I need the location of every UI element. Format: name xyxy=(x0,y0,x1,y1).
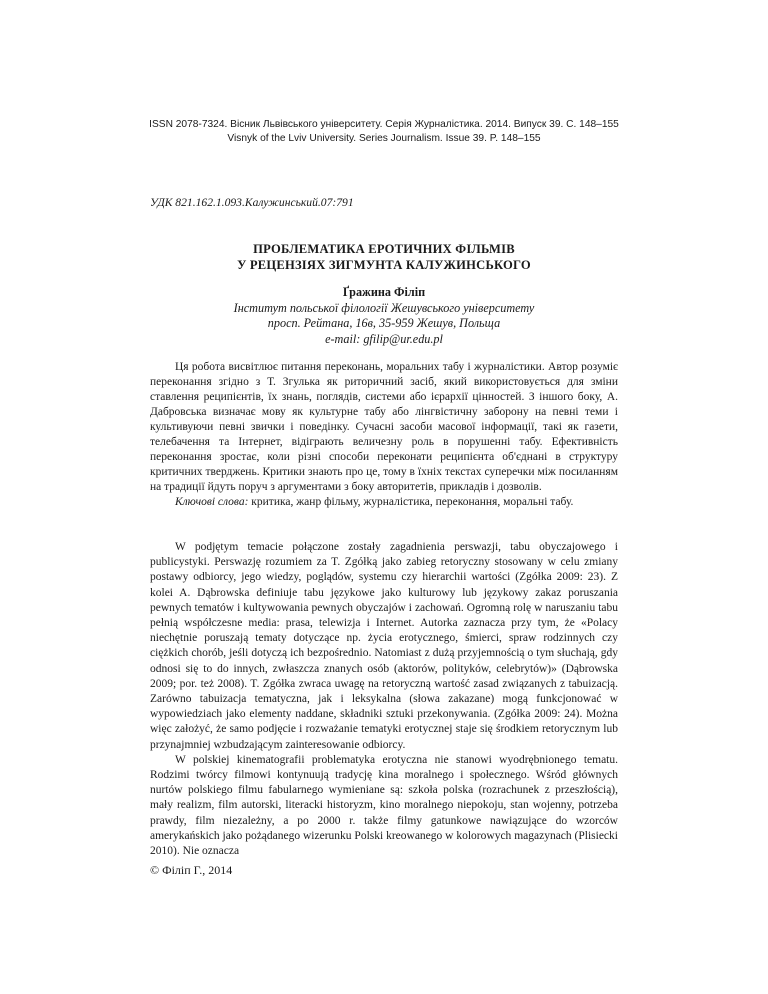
author-affiliation: Інститут польської філології Жешувського університету xyxy=(233,300,535,315)
body-paragraph-2: W polskiej kinematografii problematyka erotyczna nie stanowi wyodrębnionego tematu. Rodzimi twórcy filmowi kontynuują tradycję kina moralnego i społecznego. Wśród głównych nurtów polskiego filmu fabularnego wymieniane są: szkoła polska (rozrachunek z przeszłością), mały realizm, film autorski, literacki historyzm, kino moralnego niepokoju, stan wojenny, potrzeba prawdy, film niezależny, a po 2000 r. także filmy gatunkowe nawiązujące do wzorców amerykańskich jako pożądanego wizerunku Polski kreowanego w kolorowych magazynach (Plisiecki 2010). Nie oznacza xyxy=(150,753,618,858)
article-title-line-2: У РЕЦЕНЗІЯХ ЗИГМУНТА КАЛУЖИНСЬКОГО xyxy=(237,258,531,272)
article-title xyxy=(0,241,768,273)
keywords xyxy=(150,495,618,510)
author-name: Ґражина Філіп xyxy=(342,285,426,299)
keywords-list: критика, жанр фільму, журналістика, переконання, моральні табу. xyxy=(248,496,574,508)
journal-header-ukrainian: ISSN 2078-7324. Вісник Львівського університету. Серія Журналістика. 2014. Випуск 39. С. 148–155 xyxy=(149,119,619,130)
journal-header-english: Visnyk of the Lviv University. Series Journalism. Issue 39. P. 148–155 xyxy=(227,133,541,144)
author-email: e-mail: gfilip@ur.edu.pl xyxy=(325,331,443,346)
journal-header xyxy=(0,118,768,146)
abstract xyxy=(150,360,618,510)
article-body xyxy=(150,540,618,859)
abstract-text: Ця робота висвітлює питання переконань, моральних табу і журналістики. Автор розуміє переконання згідно з Т. Згулька як риторичний засіб, який використовується для зміни ставлення реципієнтів, їх знань, поглядів, системи або ієрархії цінностей. З іншого боку, А. Дабровська визначає мову як культурне табу або лінгвістичну заборону на певні теми і культивуючи певні звички і поведінку. Сучасні засоби масової інформації, такі як газети, телебачення та Інтернет, відіграють величезну роль в порушенні табу. Ефективність переконання зростає, коли різні способи переконати реципієнта об'єднані в структуру критичних тверджень. Критики знають про це, тому в їхніх текстах суперечки між посиланням на традиції йдуть поруч з аргументами з боку авторитетів, прикладів і дозволів. xyxy=(150,361,618,493)
author-block xyxy=(0,285,768,347)
keywords-label: Ключові слова: xyxy=(175,496,249,508)
article-title-line-1: ПРОБЛЕМАТИКА ЕРОТИЧНИХ ФІЛЬМІВ xyxy=(253,242,515,256)
body-paragraph-1: W podjętym temacie połączone zostały zagadnienia perswazji, tabu obyczajowego i publicystyki. Perswazję rozumiem za T. Zgółką jako zabieg retoryczny stosowany w celu zmiany postawy odbiorcy, jego wiedzy, poglądów, systemu czy hierarchii wartości (Zgółka 2009: 23). Z kolei A. Dąbrowska definiuje tabu językowe jako kulturowy lub językowy zakaz poruszania pewnych tematów i kultywowania pewnych obyczajów i zachowań. Ogromną rolę w naruszaniu tabu pełnią współczesne media: prasa, telewizja i Internet. Autorka zaznacza przy tym, że «Polacy niechętnie poruszają tematy dotyczące np. życia erotycznego, śmierci, spraw rodzinnych czy ciężkich chorób, jeśli dotyczą ich bezpośrednio. Natomiast z dużą przyjemnością o tym słuchają, gdy odnosi się to do innych, zwłaszcza znanych osób (aktorów, polityków, celebrytów)» (Dąbrowska 2009; por. też 2008). T. Zgółka zwraca uwagę na retoryczną wartość zasad związanych z tabuizacją. Zarówno tabuizacja tematyczna, jak i leksykalna (słowa zakazane) mogą funkcjonować w wypowiedziach jako elementy naddane, składniki sztuki przekonywania. (Zgółka 2009: 24). Można więc założyć, że samo podjęcie i rozważanie tematyki erotycznej staje się środkiem retorycznym lub przynajmniej wzbudzającym zainteresowanie odbiorcy. xyxy=(150,541,618,751)
udk-code: УДК 821.162.1.093.Калужинський.07:791 xyxy=(150,196,354,209)
author-address: просп. Рейтана, 16в, 35-959 Жешув, Польща xyxy=(267,316,501,330)
copyright-notice: © Філіп Г., 2014 xyxy=(150,863,233,877)
